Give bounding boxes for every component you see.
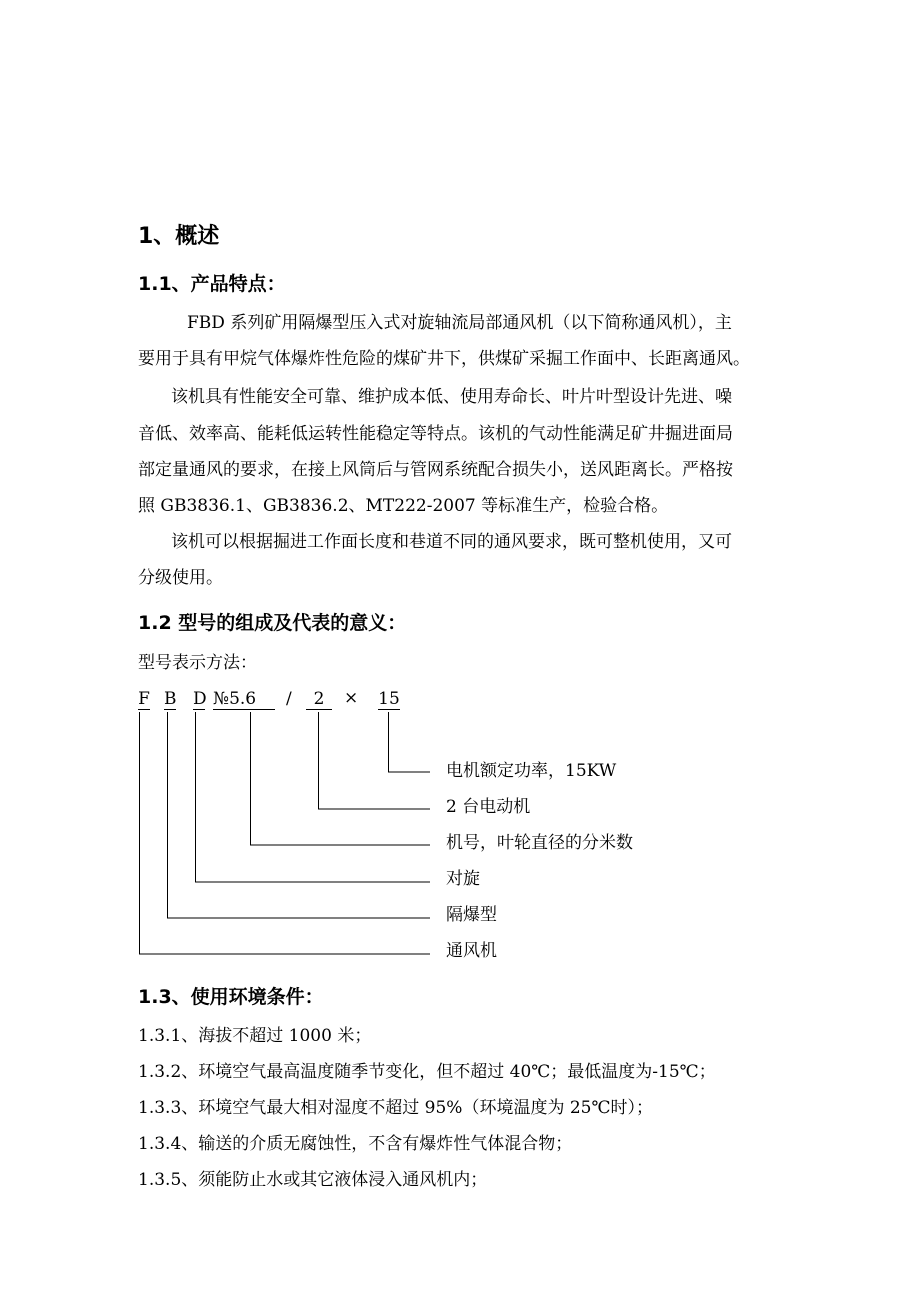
condition-item: 1.3.4、输送的介质无腐蚀性，不含有爆炸性气体混合物； xyxy=(138,1134,573,1154)
leader-line-explosion xyxy=(168,712,431,918)
model-code-number: №5.6 xyxy=(213,689,275,710)
paragraph-line: 音低、效率高、能耗低运转性能稳定等特点。该机的气动性能满足矿井掘进面局 xyxy=(138,424,733,444)
condition-item: 1.3.5、须能防止水或其它液体浸入通风机内； xyxy=(138,1170,488,1190)
paragraph-line: 部定量通风的要求，在接上风筒后与管网系统配合损失小，送风距离长。严格按 xyxy=(138,460,733,480)
paragraph-line: 要用于具有甲烷气体爆炸性危险的煤矿井下，供煤矿采掘工作面中、长距离通风。 xyxy=(138,349,750,369)
paragraph-line: FBD 系列矿用隔爆型压入式对旋轴流局部通风机（以下简称通风机），主 xyxy=(187,313,732,333)
model-code-times: × xyxy=(344,688,359,708)
paragraph-line: 该机具有性能安全可靠、维护成本低、使用寿命长、叶片叶型设计先进、噪 xyxy=(171,387,732,407)
model-code-slash: / xyxy=(286,689,292,709)
leader-line-power xyxy=(389,712,431,772)
leader-line-counter xyxy=(196,712,431,882)
leader-line-machine-no xyxy=(251,712,431,845)
legend-power: 电机额定功率，15KW xyxy=(446,761,617,781)
leader-line-motors xyxy=(319,712,431,809)
section-title-model: 1.2 型号的组成及代表的意义： xyxy=(138,612,407,634)
model-method-label: 型号表示方法： xyxy=(138,653,257,673)
paragraph-line: 该机可以根据掘进工作面长度和巷道不同的通风要求，既可整机使用，又可 xyxy=(171,532,732,552)
legend-motors: 2 台电动机 xyxy=(446,797,531,817)
section-title-overview: 1、概述 xyxy=(138,224,220,249)
legend-fan: 通风机 xyxy=(446,941,497,961)
model-code-motor-count: 2 xyxy=(306,689,332,710)
model-code-b: B xyxy=(164,689,177,709)
legend-machine-number: 机号，叶轮直径的分米数 xyxy=(446,833,633,853)
model-code-f: F xyxy=(138,689,150,709)
paragraph-line: 分级使用。 xyxy=(138,568,223,588)
section-title-features: 1.1、产品特点： xyxy=(138,273,286,295)
section-title-environment: 1.3、使用环境条件： xyxy=(138,986,324,1008)
condition-item: 1.3.2、环境空气最高温度随季节变化，但不超过 40℃；最低温度为-15℃； xyxy=(138,1062,716,1082)
condition-item: 1.3.3、环境空气最大相对湿度不超过 95%（环境温度为 25℃时）； xyxy=(138,1098,653,1118)
condition-item: 1.3.1、海拔不超过 1000 米； xyxy=(138,1026,372,1046)
model-code-power: 15 xyxy=(378,689,400,709)
model-code-d: D xyxy=(193,689,207,709)
paragraph-line: 照 GB3836.1、GB3836.2、MT222-2007 等标准生产，检验合格。 xyxy=(138,496,669,516)
legend-explosion-proof: 隔爆型 xyxy=(446,905,497,925)
legend-counter-rotating: 对旋 xyxy=(446,869,480,889)
